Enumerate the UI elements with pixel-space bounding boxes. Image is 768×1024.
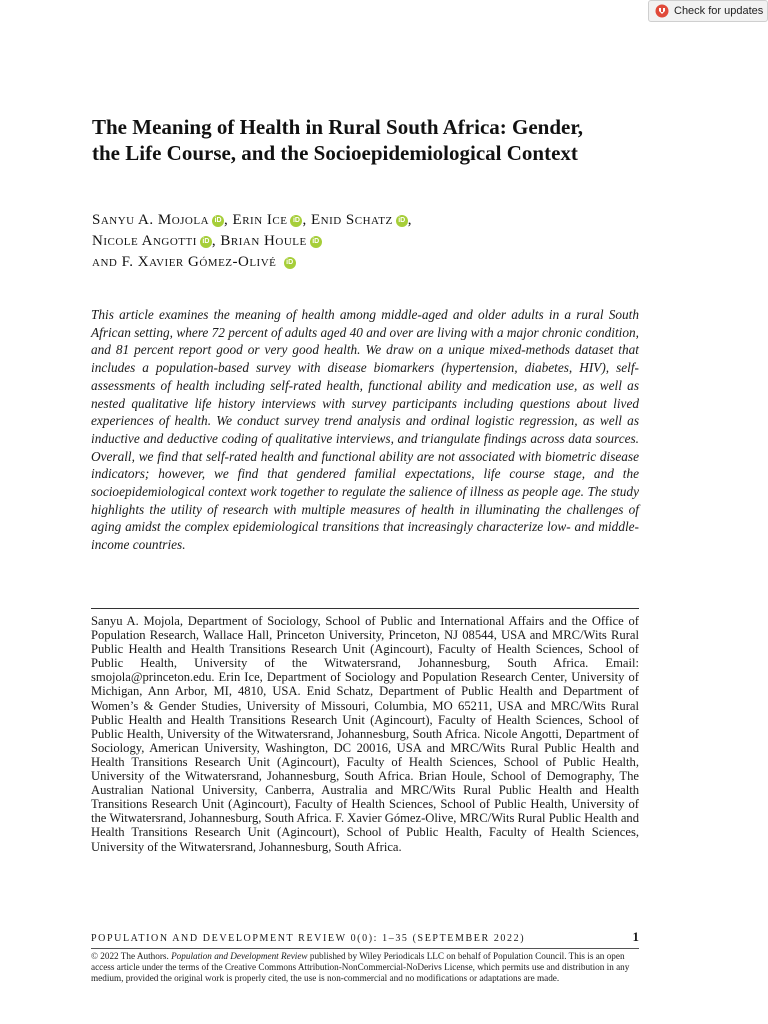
author-name: Sanyu A. Mojola	[92, 212, 210, 228]
author-name: Nicole Angotti	[92, 233, 197, 249]
running-footer	[91, 929, 639, 945]
author-conjunction: and	[92, 254, 118, 270]
crossmark-icon	[655, 4, 669, 18]
orcid-icon[interactable]: iD	[396, 215, 408, 227]
author-name: Brian Houle	[220, 233, 307, 249]
author-name: F. Xavier Gómez-Olivé	[121, 254, 277, 270]
orcid-icon[interactable]: iD	[212, 215, 224, 227]
check-for-updates-button[interactable]	[648, 0, 768, 22]
author-list: Sanyu A. Mojola iD , Erin Ice iD , Enid Schatz iD , Nicole Angotti iD , Brian Houle iD and F. Xavier Gómez-Olivé iD	[92, 212, 412, 270]
divider	[91, 608, 639, 609]
page-number: 1	[632, 929, 639, 944]
footer-divider	[91, 948, 639, 949]
abstract: This article examines the meaning of health among middle-aged and older adults in a rural South African setting, where 72 percent of adults aged 40 and over are living with a major chronic condition, and 81 percent report good or very good health. We draw on a unique mixed-methods dataset that includes a population-based survey with disease biomarkers (hypertension, diabetes, HIV), self-assessments of health including self-rated health, functional ability and medication use, as well as nested qualitative life history interviews with survey participants including questions about lived experiences of health. We conduct survey trend analysis and ordinal logistic regression, as well as inductive and deductive coding of qualitative interviews, and triangulate findings across data sources. Overall, we find that self-rated health and functional ability are not associated with biometric disease indicators; however, we find that gendered familial expectations, life course stage, and the socioepidemiological context work together to regulate the salience of illness as people age. The study highlights the utility of research with multiple measures of health in illuminating the challenges of aging amidst the complex epidemiological transitions that increasingly characterize low- and middle-income countries.	[91, 307, 639, 553]
article-title: The Meaning of Health in Rural South Africa: Gender, the Life Course, and the Socioepidemiological Context	[92, 115, 583, 165]
author-affiliations: Sanyu A. Mojola, Department of Sociology, School of Public and International Affairs and the Office of Population Research, Wallace Hall, Princeton University, Princeton, NJ 08544, USA and MRC/Wits Rural Public Health and Health Transitions Research Unit (Agincourt), Faculty of Health Sciences, School of Public Health, University of the Witwatersrand, Johannesburg, South Africa. Email: smojola@princeton.edu. Erin Ice, Department of Sociology and Population Research Center, University of Michigan, Ann Arbor, MI, 4810, USA. Enid Schatz, Department of Public Health and Department of Women’s & Gender Studies, University of Missouri, Columbia, MO 65211, USA and MRC/Wits Rural Public Health and Health Transitions Research Unit (Agincourt), Faculty of Health Sciences, School of Public Health, University of the Witwatersrand, Johannesburg, South Africa. Nicole Angotti, Department of Sociology, American University, Washington, DC 20016, USA and MRC/Wits Rural Public Health and Health Transitions Research Unit (Agincourt), Faculty of Health Sciences, School of Public Health, University of the Witwatersrand, Johannesburg, South Africa. Brian Houle, School of Demography, The Australian National University, Canberra, Australia and MRC/Wits Rural Public Health and Health Transitions Research Unit (Agincourt), Faculty of Health Sciences, School of Public Health, University of the Witwatersrand, Johannesburg, South Africa. F. Xavier Gómez-Olive, MRC/Wits Rural Public Health and Health Transitions Research Unit (Agincourt), School of Public Health, Faculty of Health Sciences, University of the Witwatersrand, Johannesburg, South Africa.	[91, 614, 639, 854]
orcid-icon[interactable]: iD	[200, 236, 212, 248]
author-name: Enid Schatz	[310, 212, 393, 228]
check-for-updates-label: Check for updates	[674, 5, 764, 17]
journal-name-italic: Population and Development Review	[171, 951, 308, 961]
orcid-icon[interactable]: iD	[290, 215, 302, 227]
orcid-icon[interactable]: iD	[284, 257, 296, 269]
author-name: Erin Ice	[232, 212, 288, 228]
journal-citation: POPULATION AND DEVELOPMENT REVIEW 0(0): 1–35 (SEPTEMBER 2022)	[91, 933, 526, 944]
orcid-icon[interactable]: iD	[310, 236, 322, 248]
copyright-notice: © 2022 The Authors. Population and Development Review published by Wiley Periodicals LLC on behalf of Population Council. This is an open access article under the terms of the Creative Commons Attribution-NonCommercial-NoDerivs License, which permits use and distribution in any medium, provided the original work is properly cited, the use is non-commercial and no modifications or adaptations are made.	[91, 951, 630, 984]
